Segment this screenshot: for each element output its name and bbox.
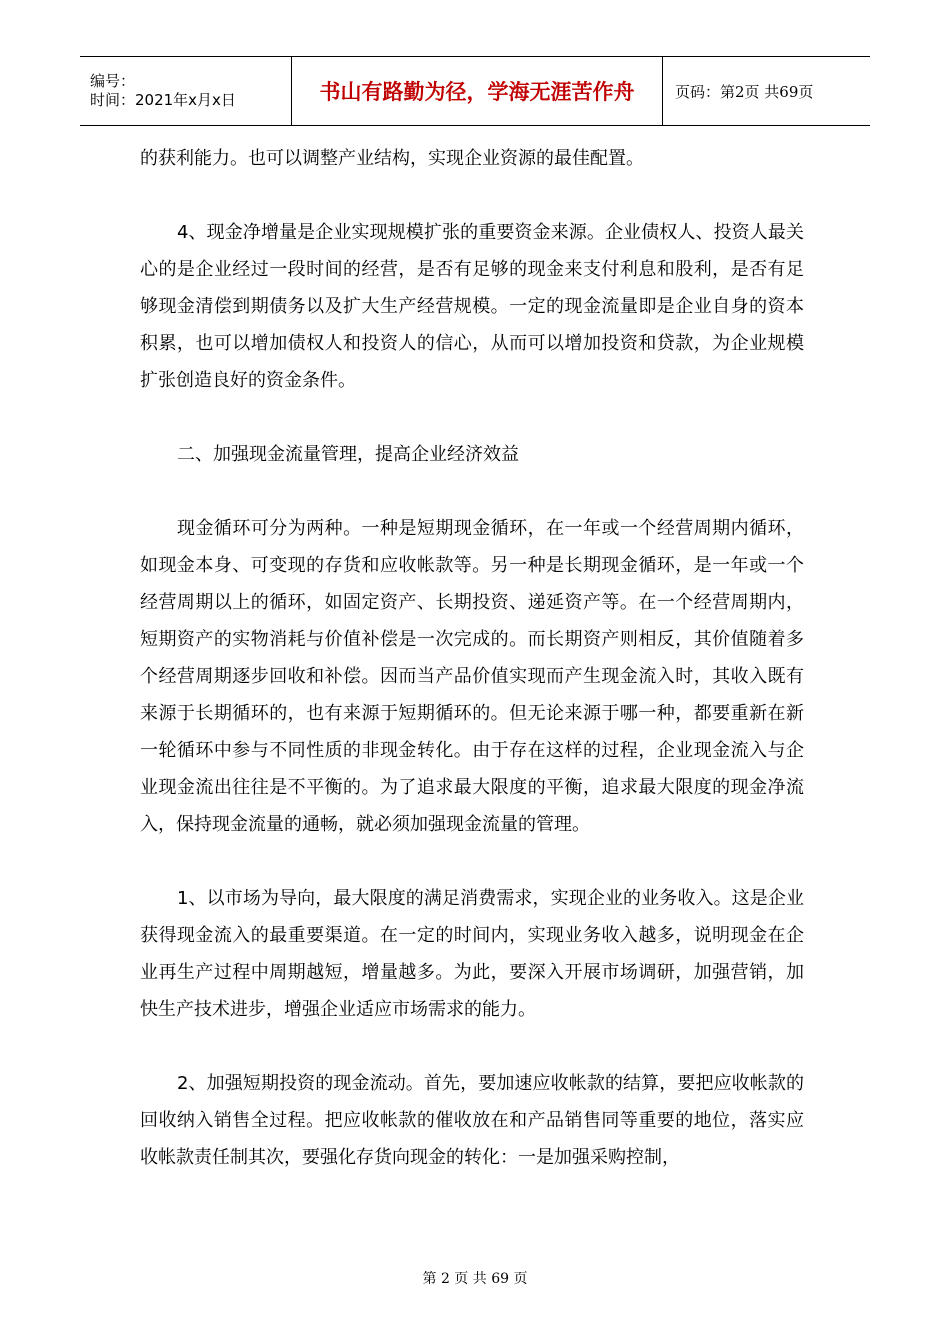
paragraph-point-1: 1、以市场为导向，最大限度的满足消费需求，实现企业的业务收入。这是企业获得现金流入的最重要渠道。在一定的时间内，实现业务收入越多，说明现金在企业再生产过程中周期越短，增量越多。为此，要深入开展市场调研，加强营销，加快生产技术进步，增强企业适应市场需求的能力。	[140, 888, 804, 1020]
document-number-label: 编号：	[90, 72, 136, 90]
paragraph-point-2: 2、加强短期投资的现金流动。首先，要加速应收帐款的结算，要把应收帐款的回收纳入销售全过程。把应收帐款的催收放在和产品销售同等重要的地位，落实应收帐款责任制其次，要强化存货向现金的转化：一是加强采购控制，	[140, 1073, 804, 1168]
header-meta	[80, 57, 292, 126]
paragraph-continuation: 的获利能力。也可以调整产业结构，实现企业资源的最佳配置。	[140, 148, 644, 169]
page-header	[80, 56, 870, 126]
page-footer: 第 2 页 共 69 页	[422, 1271, 528, 1287]
document-body	[140, 140, 804, 1213]
paragraph-point-4: 4、现金净增量是企业实现规模扩张的重要资金来源。企业债权人、投资人最关心的是企业经过一段时间的经营，是否有足够的现金来支付利息和股利，是否有足够现金清偿到期债务以及扩大生产经营规模。一定的现金流量即是企业自身的资本积累，也可以增加债权人和投资人的信心，从而可以增加投资和贷款，为企业规模扩张创造良好的资金条件。	[140, 222, 804, 391]
document-time-label: 时间：2021年x月x日	[90, 91, 236, 109]
paragraph-cash-cycle: 现金循环可分为两种。一种是短期现金循环，在一年或一个经营周期内循环，如现金本身、可变现的存货和应收帐款等。另一种是长期现金循环，是一年或一个经营周期以上的循环，如固定资产、长期投资、递延资产等。在一个经营周期内，短期资产的实物消耗与价值补偿是一次完成的。而长期资产则相反，其价值随着多个经营周期逐步回收和补偿。因而当产品价值实现而产生现金流入时，其收入既有来源于长期循环的，也有来源于短期循环的。但无论来源于哪一种，都要重新在新一轮循环中参与不同性质的非现金转化。由于存在这样的过程，企业现金流入与企业现金流出往往是不平衡的。为了追求最大限度的平衡，追求最大限度的现金净流入，保持现金流量的通畅，就必须加强现金流量的管理。	[140, 518, 804, 835]
section-heading: 二、加强现金流量管理，提高企业经济效益	[177, 444, 519, 465]
header-motto: 书山有路勤为径，学海无涯苦作舟	[292, 57, 663, 126]
header-page-info: 页码：第2页 共69页	[675, 82, 814, 101]
